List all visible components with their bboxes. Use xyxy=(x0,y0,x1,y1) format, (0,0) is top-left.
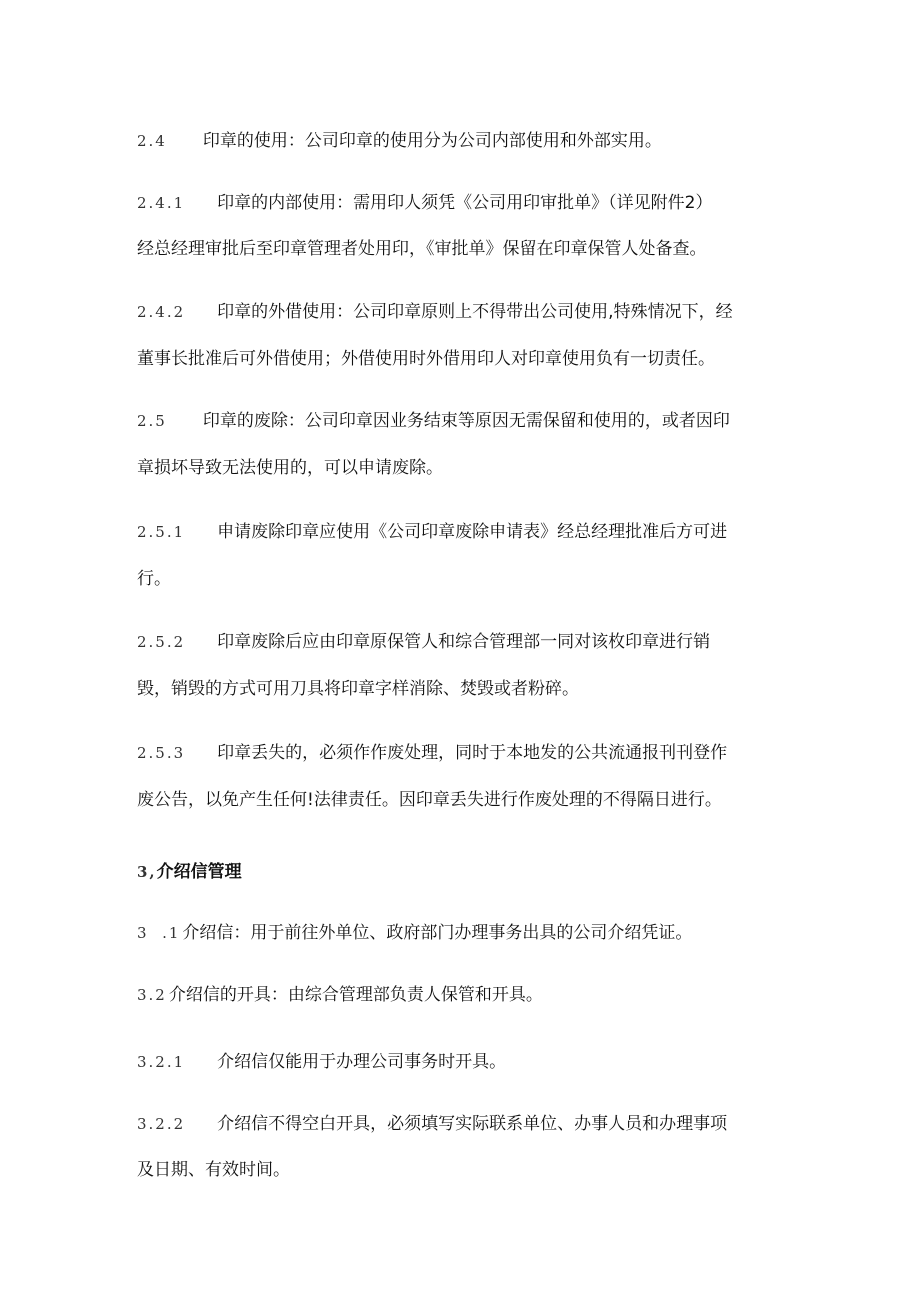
paragraph-line xyxy=(137,239,787,259)
section-number: 3 .1 xyxy=(137,924,181,942)
paragraph-text: 印章丢失的，必须作作废处理，同时于本地发的公共流通报刊刊登作 xyxy=(217,743,728,763)
section-number: 3.2.2 xyxy=(137,1115,186,1133)
section-number: 2.5.2 xyxy=(137,633,186,651)
paragraph-line xyxy=(137,1114,787,1134)
paragraph-text: 印章的外借使用：公司印章原则上不得带出公司使用,特殊情况下，经 xyxy=(217,302,733,322)
paragraph-text: 经总经理审批后至印章管理者处用印，《审批单》保留在印章保管人处备查。 xyxy=(137,239,707,259)
paragraph-text: 毁，销毁的方式可用刀具将印章字样消除、焚毁或者粉碎。 xyxy=(137,679,579,699)
paragraph-text: 介绍信不得空白开具，必须填写实际联系单位、办事人员和办理事项 xyxy=(217,1114,728,1134)
section-number: 3, xyxy=(137,863,157,881)
paragraph-line xyxy=(137,411,787,431)
paragraph-line xyxy=(137,790,787,810)
paragraph-line xyxy=(137,193,787,213)
paragraph-line xyxy=(137,743,787,763)
paragraph-text: 及日期、有效时间。 xyxy=(137,1160,290,1180)
section-number: 2.4.1 xyxy=(137,194,186,212)
paragraph-text: 印章废除后应由印章原保管人和综合管理部一同对该枚印章进行销 xyxy=(217,632,711,652)
paragraph-line xyxy=(137,632,787,652)
paragraph-text: 申请废除印章应使用《公司印章废除申请表》经总经理批准后方可进 xyxy=(217,522,728,542)
paragraph-line xyxy=(137,923,787,943)
paragraph-line xyxy=(137,458,787,478)
paragraph-text: 印章的废除：公司印章因业务结束等原因无需保留和使用的，或者因印 xyxy=(202,411,730,431)
paragraph-text: 章损坏导致无法使用的，可以申请废除。 xyxy=(137,458,443,478)
paragraph-line xyxy=(137,302,787,322)
paragraph-line xyxy=(137,349,787,369)
paragraph-text: 董事长批准后可外借使用；外借使用时外借用印人对印章使用负有一切责任。 xyxy=(137,349,715,369)
paragraph-text: 印章的内部使用：需用印人须凭《公司用印审批单》（详见附件2） xyxy=(217,193,713,213)
paragraph-text: 废公告，以免产生任何!法律责任。因印章丢失进行作废处理的不得隔日进行。 xyxy=(137,790,722,810)
paragraph-text: 介绍信仅能用于办理公司事务时开具。 xyxy=(217,1052,507,1072)
section-number: 3.2 xyxy=(137,986,167,1004)
section-number: 2.4 xyxy=(137,132,167,150)
paragraph-line xyxy=(137,522,787,542)
paragraph-line xyxy=(137,569,787,589)
paragraph-text: 行。 xyxy=(137,569,171,589)
paragraph-line xyxy=(137,679,787,699)
paragraph-line xyxy=(137,1052,787,1072)
paragraph-line xyxy=(137,131,787,151)
paragraph-line xyxy=(137,985,787,1005)
section-number: 2.5.3 xyxy=(137,744,186,762)
paragraph-line xyxy=(137,1160,787,1180)
paragraph-text: 介绍信的开具：由综合管理部负责人保管和开具。 xyxy=(168,985,543,1005)
paragraph-text: 印章的使用：公司印章的使用分为公司内部使用和外部实用。 xyxy=(202,131,662,151)
paragraph-line xyxy=(137,862,787,882)
paragraph-text: 介绍信管理 xyxy=(156,862,242,882)
section-number: 2.4.2 xyxy=(137,303,186,321)
section-number: 2.5 xyxy=(137,412,167,430)
paragraph-text: 介绍信：用于前往外单位、政府部门办理事务出具的公司介绍凭证。 xyxy=(182,923,693,943)
section-number: 2.5.1 xyxy=(137,523,186,541)
section-number: 3.2.1 xyxy=(137,1053,186,1071)
